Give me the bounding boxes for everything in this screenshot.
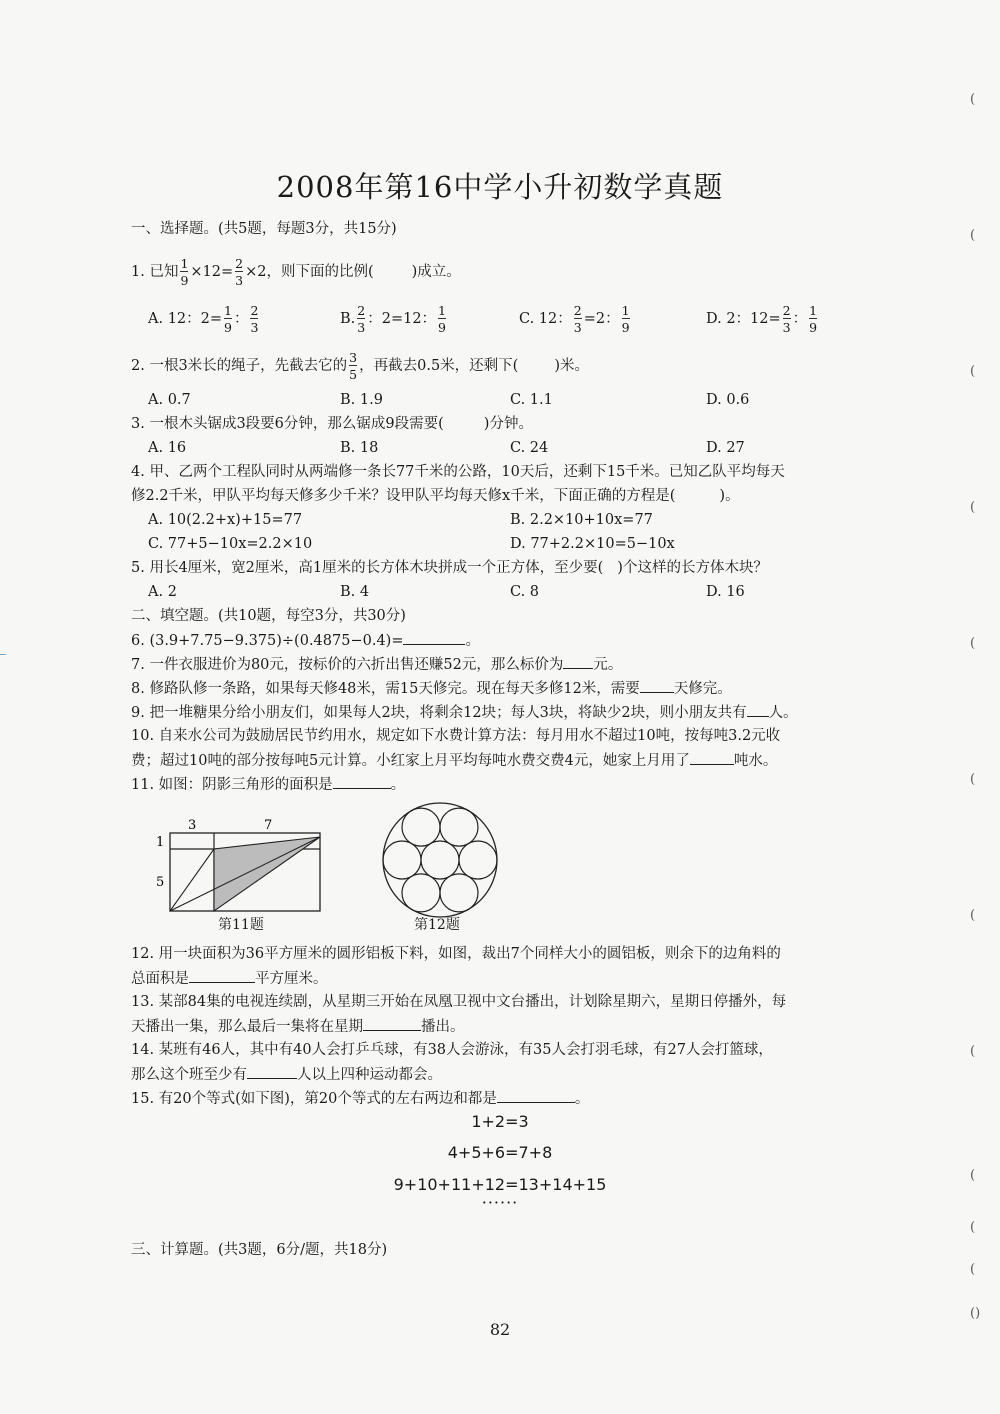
section2-header: 二、填空题。(共10题，每空3分，共30分): [131, 608, 406, 624]
q4-line1: 4. 甲、乙两个工程队同时从两端修一条长77千米的公路，10天后，还剩下15千米。已知乙队平均每天: [131, 464, 785, 480]
fig12-inner-circle: [440, 808, 478, 846]
q15-equation-2: 4+5+6=7+8: [447, 1143, 553, 1162]
q2-option-b: B. 1.9: [340, 392, 383, 408]
q5-option-b: B. 4: [340, 584, 370, 600]
q13-line1: 13. 某部84集的电视连续剧，从星期三开始在凤凰卫视中文台播出，计划除星期六，星期日停播外，每: [131, 994, 787, 1010]
q3-option-b: B. 18: [340, 440, 379, 456]
q1-stem: 1. 已知 $\frac{1}{9}$ ×12= $\frac{2}{3}$ ×2，则下面的比例( )成立。: [131, 256, 461, 288]
margin-mark: (: [970, 1044, 976, 1059]
fig11-label-top-left: 3: [188, 818, 197, 833]
fig12-inner-circle: [459, 841, 497, 879]
q14-line1: 14. 某班有46人，其中有40人会打乒乓球，有38人会游泳，有35人会打羽毛球，有27人会打篮球，: [131, 1042, 773, 1058]
q5-option-a: A. 2: [148, 584, 177, 600]
q4-option-c: C. 77+5−10x=2.2×10: [148, 536, 313, 552]
q1-option-a: A. 12：2= $\frac{1}{9}$ ： $\frac{2}{3}$: [148, 303, 259, 335]
q2-stem: 2. 一根3米长的绳子，先截去它的 $\frac{3}{5}$ ，再截去0.5米，还剩下( )米。: [131, 350, 590, 382]
q1-option-b: B. $\frac{2}{3}$ ：2=12： $\frac{1}{9}$: [340, 303, 446, 335]
margin-mark: (: [970, 364, 976, 379]
margin-mark: (: [970, 1262, 976, 1277]
fraction: $\frac{1}{9}$: [180, 256, 189, 288]
q14-line2: 那么这个班至少有 人以上四种运动都会。: [131, 1064, 442, 1085]
q3-option-a: A. 16: [148, 440, 187, 456]
fig11-label-left-top: 1: [156, 835, 165, 850]
margin-mark: (: [970, 228, 976, 243]
q2-option-d: D. 0.6: [706, 392, 750, 408]
fig12-inner-circle: [383, 841, 421, 879]
q15-stem: 15. 有20个等式(如下图)，第20个等式的左右两边和都是 。: [131, 1088, 589, 1109]
q12-line2: 总面积是 平方厘米。: [131, 968, 328, 989]
fig12-caption: 第12题: [414, 917, 460, 933]
q1-option-d: D. 2：12= $\frac{2}{3}$ ： $\frac{1}{9}$: [706, 303, 818, 335]
q15-equation-1: 1+2=3: [471, 1112, 529, 1131]
q7-stem: 7. 一件衣服进价为80元，按标价的六折出售还赚52元，那么标价为 元。: [131, 654, 622, 675]
q4-line2: 修2.2千米，甲队平均每天修多少千米？设甲队平均每天修x千米，下面正确的方程是( )。: [131, 488, 740, 504]
fig11-shaded-triangle-left: [170, 849, 214, 911]
q2-option-a: A. 0.7: [148, 392, 191, 408]
q5-option-c: C. 8: [510, 584, 540, 600]
fig12-outer-circle: [383, 803, 497, 917]
page-title: 2008年第16中学小升初数学真题: [276, 170, 724, 204]
q4-option-a: A. 10(2.2+x)+15=77: [148, 512, 303, 528]
margin-mark: (: [970, 908, 976, 923]
fig11-label-left-bottom: 5: [156, 875, 165, 890]
margin-mark: (: [970, 1220, 976, 1235]
fig12-inner-circle: [402, 808, 440, 846]
q3-stem: 3. 一根木头锯成3段要6分钟，那么锯成9段需要( )分钟。: [131, 416, 533, 432]
q6-stem: 6. (3.9+7.75−9.375)÷(0.4875−0.4)= 。: [131, 630, 480, 651]
q2-option-c: C. 1.1: [510, 392, 553, 408]
q12-line1: 12. 用一块面积为36平方厘米的圆形铝板下料，如图，裁出7个同样大小的圆铝板，则余下的边角料的: [131, 946, 781, 962]
margin-mark: (: [970, 500, 976, 515]
fraction: $\frac{2}{3}$: [235, 256, 244, 288]
q9-stem: 9. 把一堆糖果分给小朋友们，如果每人2块，将剩余12块；每人3块，将缺少2块，则小朋友共有 人。: [131, 702, 798, 723]
scan-edge-mark: [0, 654, 6, 655]
q4-option-d: D. 77+2.2×10=5−10x: [510, 536, 675, 552]
fig12-inner-circle-center: [421, 841, 459, 879]
q10-line2: 费；超过10吨的部分按每吨5元计算。小红家上月平均每吨水费交费4元，她家上月用了 吨水。: [131, 750, 777, 771]
fig11-shaded-region: [214, 837, 320, 911]
margin-mark: (: [970, 772, 976, 787]
figure-11: [150, 815, 340, 915]
fig11-caption: 第11题: [218, 917, 264, 933]
fig11-label-top-right: 7: [264, 818, 273, 833]
figure-12: [380, 800, 500, 920]
q8-stem: 8. 修路队修一条路，如果每天修48米，需15天修完。现在每天多修12米，需要 天修完。: [131, 678, 732, 699]
q11-stem: 11. 如图：阴影三角形的面积是 。: [131, 774, 405, 795]
section1-header: 一、选择题。(共5题，每题3分，共15分): [131, 221, 397, 237]
q3-option-c: C. 24: [510, 440, 549, 456]
q13-line2: 天播出一集，那么最后一集将在星期 播出。: [131, 1016, 465, 1037]
margin-mark: (: [970, 636, 976, 651]
q5-stem: 5. 用长4厘米，宽2厘米，高1厘米的长方体木块拼成一个正方体，至少要( )个这样的长方体木块？: [131, 560, 768, 576]
q1-option-c: C. 12： $\frac{2}{3}$ =2： $\frac{1}{9}$: [519, 303, 630, 335]
q10-line1: 10. 自来水公司为鼓励居民节约用水，规定如下水费计算方法：每月用水不超过10吨，按每吨3.2元收: [131, 728, 781, 744]
page-number: 82: [489, 1320, 511, 1339]
fig12-inner-circle: [440, 874, 478, 912]
margin-mark: (): [970, 1306, 981, 1321]
margin-mark: (: [970, 1168, 976, 1183]
section3-header: 三、计算题。(共3题，6分/题，共18分): [131, 1242, 388, 1258]
margin-mark: (: [970, 92, 976, 107]
q15-ellipsis: ······: [481, 1193, 519, 1212]
q3-option-d: D. 27: [706, 440, 745, 456]
q5-option-d: D. 16: [706, 584, 745, 600]
q15-equation-3: 9+10+11+12=13+14+15: [393, 1175, 607, 1194]
fig12-inner-circle: [402, 874, 440, 912]
q4-option-b: B. 2.2×10+10x=77: [510, 512, 653, 528]
